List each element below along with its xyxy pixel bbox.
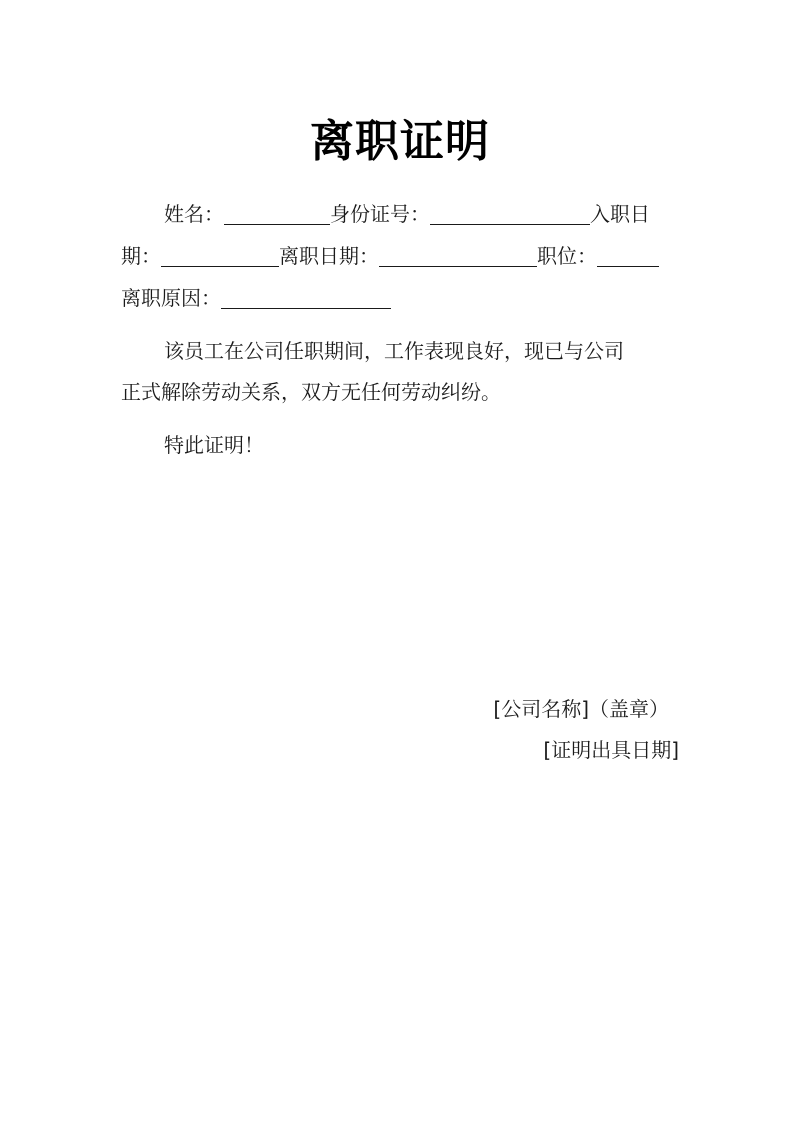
- name-blank[interactable]: [224, 202, 330, 225]
- document-title: 离职证明: [310, 116, 490, 167]
- body-paragraph-line-2: 正式解除劳动关系，双方无任何劳动纠纷。: [121, 380, 501, 404]
- position-blank[interactable]: [597, 244, 659, 267]
- entry-date-label-continued: 期：: [121, 244, 161, 268]
- leave-date-label: 离职日期：: [279, 244, 379, 268]
- position-label: 职位：: [537, 244, 597, 268]
- leave-reason-label: 离职原因：: [121, 286, 221, 310]
- leave-reason-blank[interactable]: [221, 286, 391, 309]
- fields-line-2: [121, 241, 659, 271]
- entry-date-blank[interactable]: [161, 244, 279, 267]
- company-name-seal: [公司名称]（盖章）: [493, 697, 669, 721]
- id-number-label: 身份证号：: [330, 202, 430, 226]
- leave-date-blank[interactable]: [379, 244, 537, 267]
- fields-line-1: [164, 199, 650, 229]
- fields-line-3: [121, 283, 391, 313]
- entry-date-label: 入职日: [590, 202, 650, 226]
- body-paragraph-line-1: 该员工在公司任职期间，工作表现良好，现已与公司: [164, 339, 624, 363]
- id-number-blank[interactable]: [430, 202, 590, 225]
- issue-date: [证明出具日期]: [543, 738, 679, 762]
- closing-statement: 特此证明！: [164, 433, 264, 457]
- name-label: 姓名：: [164, 202, 224, 226]
